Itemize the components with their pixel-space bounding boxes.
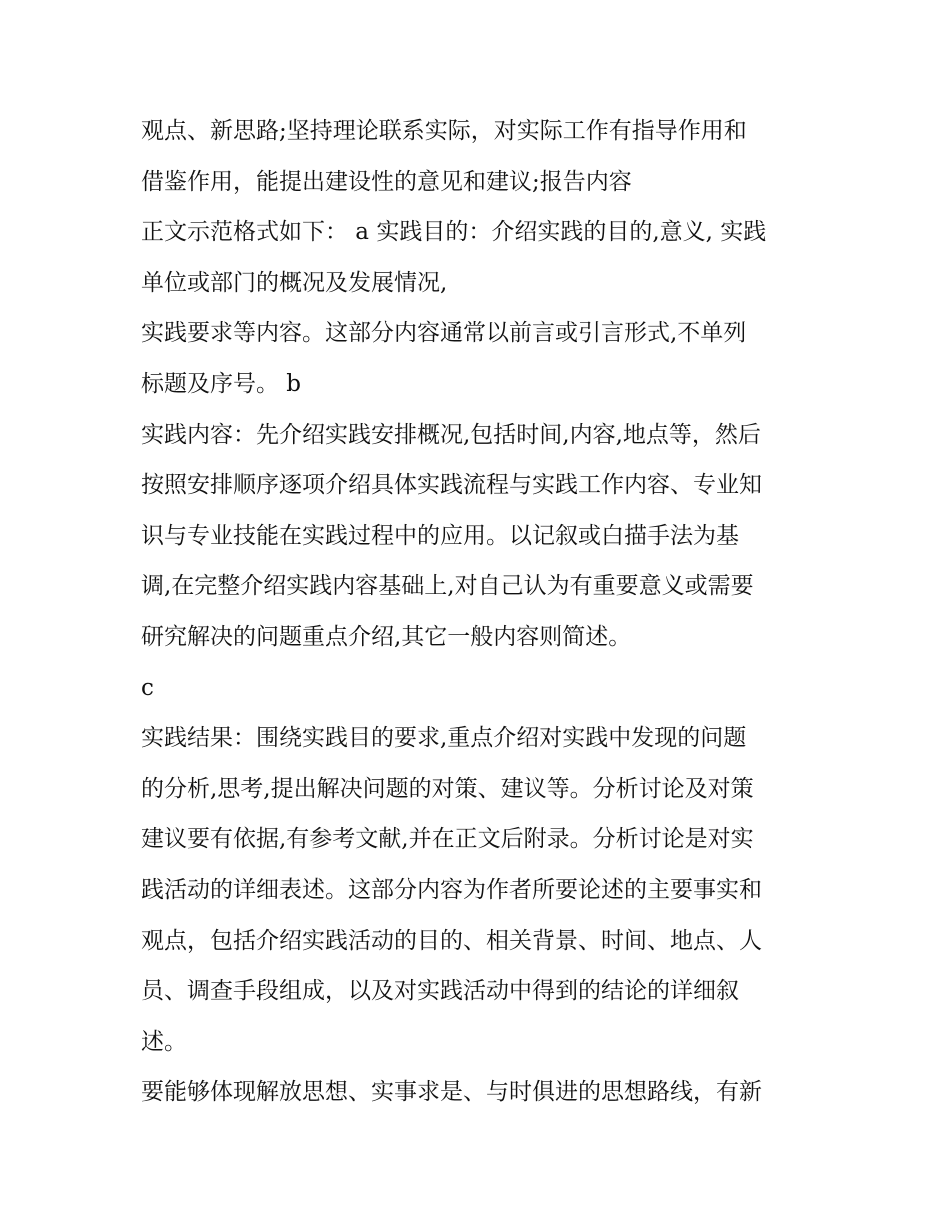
text-line: 实践内容：先介绍实践安排概况,包括时间,内容,地点等，然后 [141,421,761,448]
text-line: 调,在完整介绍实践内容基础上,对自己认为有重要意义或需要 [141,573,754,600]
text-line: 实践要求等内容。这部分内容通常以前言或引言形式,不单列 [141,320,747,347]
text-line: 识与专业技能在实践过程中的应用。以记叙或白描手法为基 [141,522,739,549]
text-line: 按照安排顺序逐项介绍具体实践流程与实践工作内容、专业知 [141,472,762,499]
text-line: 观点，包括介绍实践活动的目的、相关背景、时间、地点、人 [141,927,762,954]
text-line: 正文示范格式如下： a 实践目的：介绍实践的目的,意义, 实践 [141,219,767,246]
text-line: 员、调查手段组成，以及对实践活动中得到的结论的详细叙 [141,978,739,1005]
text-line: 标题及序号。 b [141,370,302,397]
text-line: 建议要有依据,有参考文献,并在正文后附录。分析讨论是对实 [141,826,754,853]
body-text [141,106,831,1118]
text-line: 借鉴作用，能提出建设性的意见和建议;报告内容 [141,168,632,195]
text-line: 的分析,思考,提出解决问题的对策、建议等。分析讨论及对策 [141,775,754,802]
text-line: c [141,674,154,701]
text-line: 单位或部门的概况及发展情况, [141,269,448,296]
text-line: 述。 [141,1028,187,1055]
text-line: 践活动的详细表述。这部分内容为作者所要论述的主要事实和 [141,876,762,903]
text-line: 要能够体现解放思想、实事求是、与时俱进的思想路线，有新 [141,1079,762,1106]
text-line: 研究解决的问题重点介绍,其它一般内容则简述。 [141,623,632,650]
text-line: 观点、新思路;坚持理论联系实际，对实际工作有指导作用和 [141,118,747,144]
text-line: 实践结果：围绕实践目的要求,重点介绍对实践中发现的问题 [141,725,747,752]
